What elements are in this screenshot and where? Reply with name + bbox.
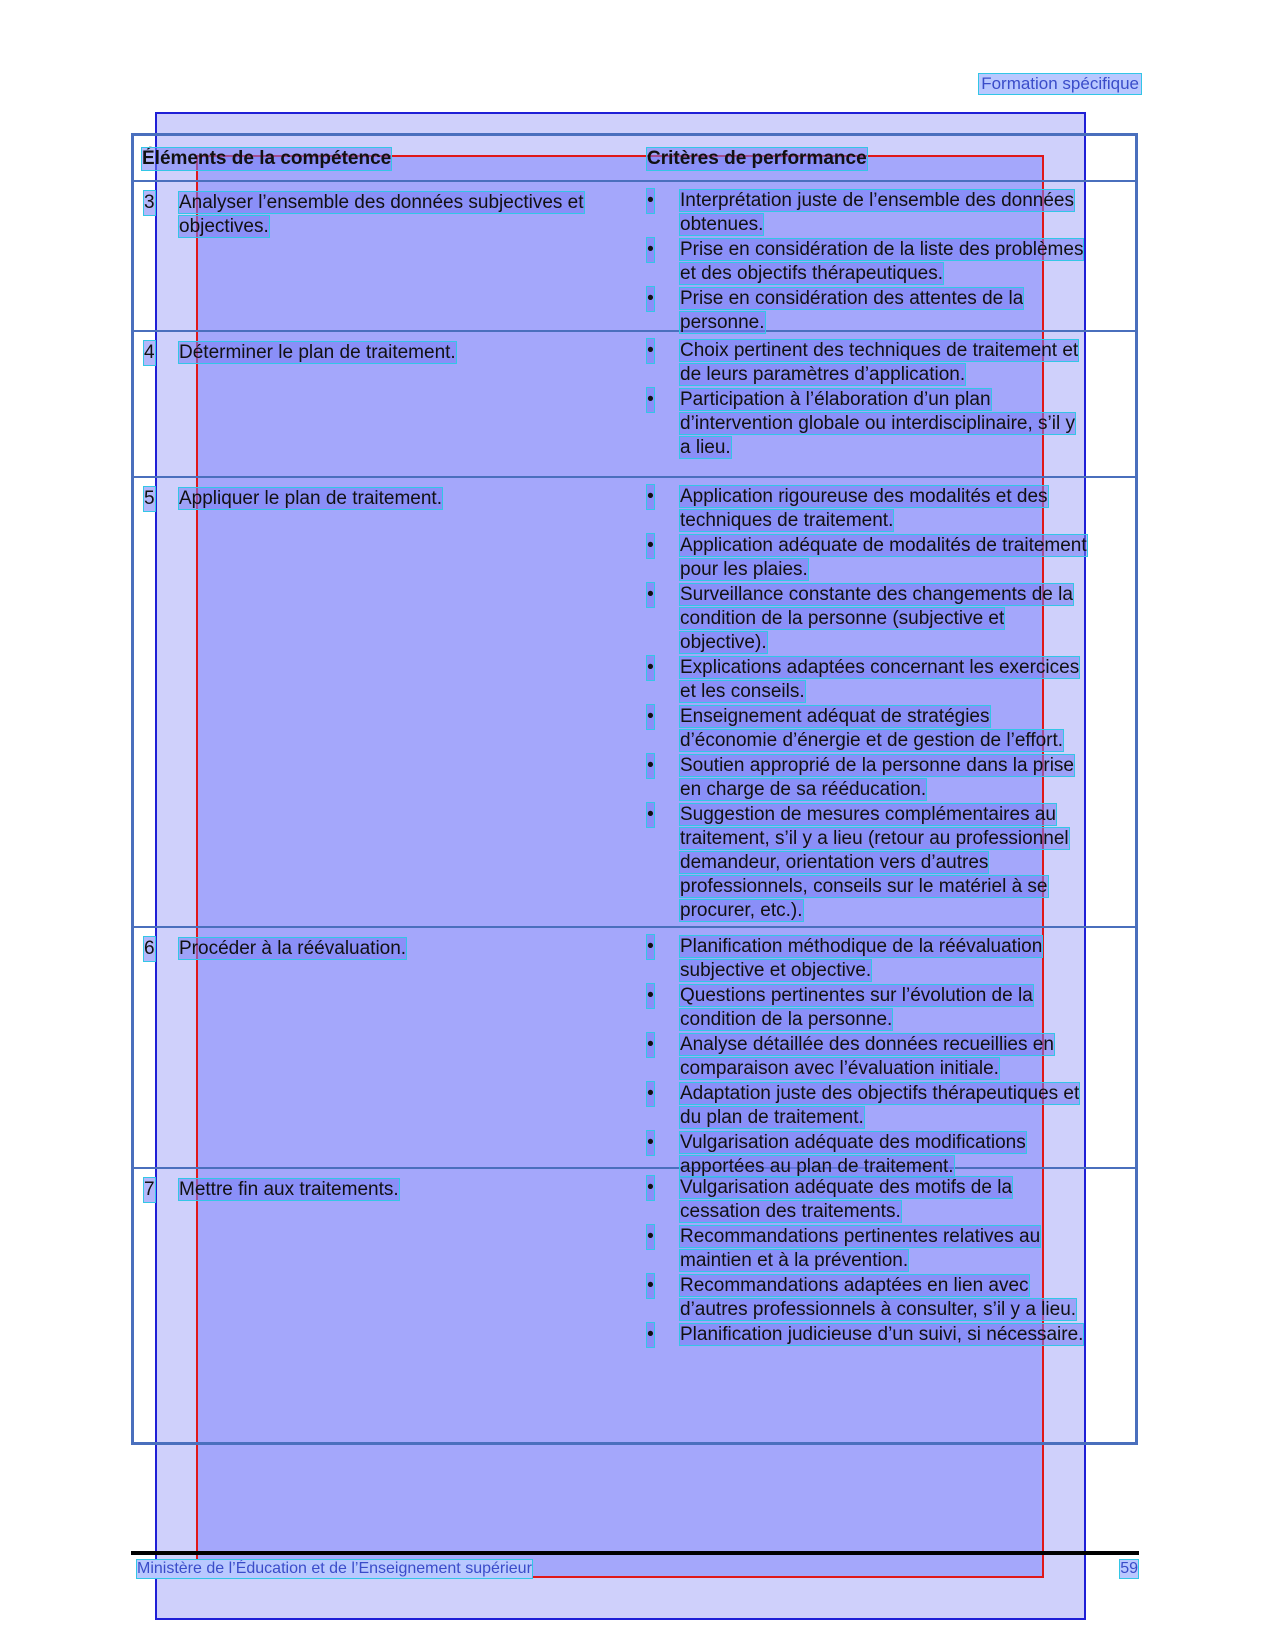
bullet-icon: • [647, 535, 654, 556]
bullet-icon: • [647, 1177, 654, 1198]
competence-element-text: Mettre fin aux traitements. [179, 1179, 399, 1200]
page-number: 59 [1120, 1560, 1138, 1577]
criterion-item [647, 1323, 1087, 1347]
column-header-criteria: Critères de performance [647, 148, 867, 169]
criterion-item [647, 1225, 1087, 1273]
bullet-icon: • [647, 1275, 654, 1296]
criterion-item [647, 705, 1087, 753]
criterion-text: Questions pertinentes sur l’évolution de la condition de la personne. [680, 985, 1033, 1030]
bullet-icon: • [647, 1226, 654, 1247]
element-number: 6 [144, 938, 155, 959]
column-header-elements: Éléments de la compétence [142, 148, 392, 169]
criterion-item [647, 534, 1087, 582]
criteria-list [647, 339, 1087, 461]
bullet-icon: • [647, 239, 654, 260]
criterion-text: Recommandations adaptées en lien avec d’autres professionnels à consulter, s’il y a lieu. [680, 1275, 1077, 1320]
bullet-icon: • [647, 755, 654, 776]
criterion-text: Explications adaptées concernant les exercices et les conseils. [680, 657, 1080, 702]
criterion-text: Planification méthodique de la réévaluation subjective et objective. [680, 936, 1043, 981]
criteria-list [647, 1176, 1087, 1348]
criteria-list [647, 485, 1087, 924]
criterion-text: Recommandations pertinentes relatives au maintien et à la prévention. [680, 1226, 1041, 1271]
criteria-list [647, 189, 1087, 336]
criterion-item [647, 656, 1087, 704]
element-number: 7 [144, 1179, 155, 1200]
element-number: 4 [144, 342, 155, 363]
criterion-text: Vulgarisation adéquate des modifications apportées au plan de traitement. [680, 1132, 1026, 1177]
bullet-icon: • [647, 804, 654, 825]
footer-rule [131, 1551, 1139, 1555]
criterion-item [647, 189, 1087, 237]
table-row [134, 332, 1135, 478]
criterion-text: Prise en considération de la liste des problèmes et des objectifs thérapeutiques. [680, 239, 1084, 284]
criterion-item [647, 1274, 1087, 1322]
criterion-text: Prise en considération des attentes de la personne. [680, 288, 1024, 333]
bullet-icon: • [647, 288, 654, 309]
criterion-text: Vulgarisation adéquate des motifs de la cessation des traitements. [680, 1177, 1013, 1222]
competence-element-text: Appliquer le plan de traitement. [179, 488, 442, 509]
criterion-text: Participation à l’élaboration d’un plan d’intervention globale ou interdisciplinaire, s’il y a lieu. [680, 389, 1075, 458]
competence-element [179, 191, 619, 239]
criterion-text: Planification judicieuse d’un suivi, si nécessaire. [680, 1324, 1084, 1345]
bullet-icon: • [647, 1132, 654, 1153]
competence-element [179, 341, 619, 365]
criterion-text: Surveillance constante des changements de la condition de la personne (subjective et objective). [680, 584, 1073, 653]
criterion-item [647, 984, 1087, 1032]
bullet-icon: • [647, 190, 654, 211]
criterion-item [647, 1176, 1087, 1224]
table-row [134, 928, 1135, 1177]
criterion-text: Suggestion de mesures complémentaires au traitement, s’il y a lieu (retour au professionnel demandeur, orientation vers d’autres professionnels, conseils sur le matériel à se procurer, etc.). [680, 804, 1069, 921]
bullet-icon: • [647, 657, 654, 678]
criterion-item [647, 754, 1087, 802]
criterion-text: Soutien approprié de la personne dans la prise en charge de sa rééducation. [680, 755, 1074, 800]
competence-element [179, 1178, 619, 1202]
criterion-text: Adaptation juste des objectifs thérapeutiques et du plan de traitement. [680, 1083, 1080, 1128]
bullet-icon: • [647, 1034, 654, 1055]
competence-element [179, 937, 619, 961]
bullet-icon: • [647, 340, 654, 361]
criterion-item [647, 803, 1087, 923]
criterion-item [647, 583, 1087, 655]
criterion-item [647, 238, 1087, 286]
bullet-icon: • [647, 936, 654, 957]
section-label: Formation spécifique [981, 74, 1139, 93]
competence-table [131, 133, 1138, 1445]
bullet-icon: • [647, 706, 654, 727]
table-row [134, 182, 1135, 332]
criterion-item [647, 339, 1087, 387]
criterion-text: Application rigoureuse des modalités et des techniques de traitement. [680, 486, 1048, 531]
table-row [134, 1169, 1135, 1442]
criterion-text: Enseignement adéquat de stratégies d’économie d’énergie et de gestion de l’effort. [680, 706, 1064, 751]
competence-element [179, 487, 619, 511]
criterion-item [647, 1033, 1087, 1081]
competence-element-text: Procéder à la réévaluation. [179, 938, 407, 959]
table-row [134, 478, 1135, 928]
table-header [134, 136, 1135, 182]
criterion-text: Application adéquate de modalités de traitement pour les plaies. [680, 535, 1087, 580]
criterion-item [647, 935, 1087, 983]
criterion-item [647, 485, 1087, 533]
element-number: 3 [144, 192, 155, 213]
criterion-text: Interprétation juste de l’ensemble des données obtenues. [680, 190, 1074, 235]
bullet-icon: • [647, 985, 654, 1006]
bullet-icon: • [647, 486, 654, 507]
competence-element-text: Analyser l’ensemble des données subjectives et objectives. [179, 192, 584, 237]
bullet-icon: • [647, 1083, 654, 1104]
competence-element-text: Déterminer le plan de traitement. [179, 342, 456, 363]
criterion-item [647, 287, 1087, 335]
bullet-icon: • [647, 1324, 654, 1345]
footer-ministry: Ministère de l’Éducation et de l’Enseignement supérieur [137, 1560, 532, 1577]
element-number: 5 [144, 488, 155, 509]
criteria-list [647, 935, 1087, 1180]
criterion-text: Choix pertinent des techniques de traitement et de leurs paramètres d’application. [680, 340, 1079, 385]
criterion-text: Analyse détaillée des données recueillies en comparaison avec l’évaluation initiale. [680, 1034, 1054, 1079]
criterion-item [647, 1082, 1087, 1130]
criterion-item [647, 388, 1087, 460]
bullet-icon: • [647, 389, 654, 410]
bullet-icon: • [647, 584, 654, 605]
